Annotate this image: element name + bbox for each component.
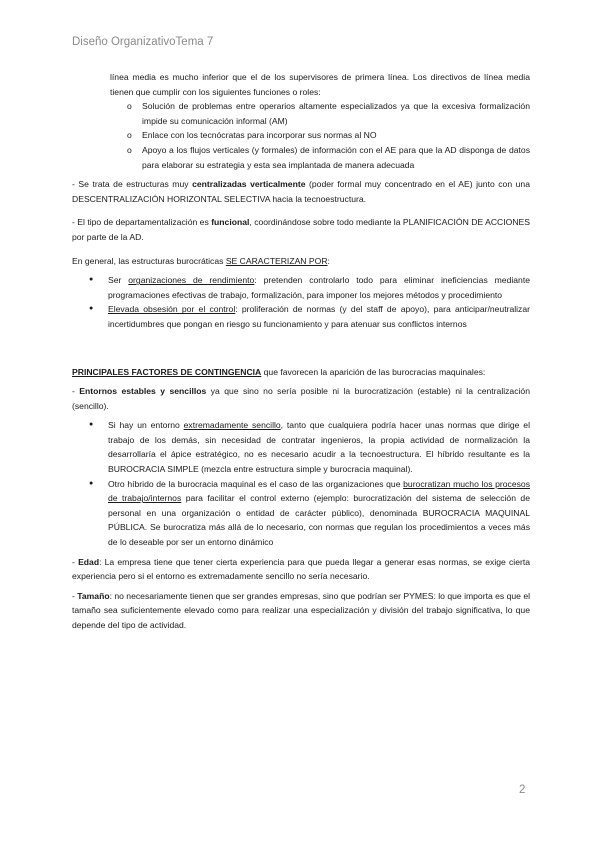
paragraph-departamentalizacion: - El tipo de departamentalización es funcional, coordinándose sobre todo mediante la PLANIFICACIÓN DE ACCIONES por parte de la AD. — [72, 217, 530, 242]
entornos-list — [72, 418, 530, 549]
paragraph-centralizadas: - Se trata de estructuras muy centralizadas verticalmente (poder formal muy concentrado en el AE) junto con una DESCENTRALIZACIÓN HORIZONTAL SELECTIVA hacia la tecnoestructura. — [72, 179, 530, 204]
list-item: o Apoyo a los flujos verticales (y formales) de información con el AE para que la AD disponga de datos para elaborar su estrategia y esta sea implantada de manera adecuada — [127, 144, 530, 170]
page-number: 2 — [519, 784, 526, 796]
list-item: ● Otro híbrido de la burocracia maquinal es el caso de las organizaciones que burocratizan mucho los procesos de trabajo/internos para facilitar el control externo (ejemplo: burocratización del sistema de selección de personal en una organización o entidad de carácter público), denominada BUROCRACIA MAQUINAL PÚBLICA. Se burocratiza más allá de lo necesario, con normas que regulan los procedimientos a veces más de lo deseable por ser un entorno dinámico — [89, 478, 530, 548]
paragraph-linea-media: línea media es mucho inferior que el de los supervisores de primera línea. Los directivos de línea media tienen que cumplir con los siguientes funciones o roles: — [110, 72, 530, 97]
disc-bullet-icon: ● — [89, 276, 94, 284]
paragraph-caracterizan: En general, las estructuras burocráticas SE CARACTERIZAN POR: — [72, 255, 330, 266]
disc-bullet-icon: ● — [89, 421, 94, 429]
section-heading-factores: PRINCIPALES FACTORES DE CONTINGENCIA que favorecen la aparición de las burocracias maquinales: — [72, 366, 486, 377]
circle-bullet-icon: o — [127, 130, 132, 141]
disc-bullet-icon: ● — [89, 305, 94, 313]
caracteristicas-list — [72, 273, 530, 331]
list-item: o Solución de problemas entre operarios altamente especializados ya que la excesiva formalización impide su comunicación informal (AM) — [127, 101, 530, 126]
disc-bullet-icon: ● — [89, 479, 94, 487]
roles-list — [72, 99, 530, 172]
paragraph-edad: - Edad: La empresa tiene que tener cierta experiencia para que pueda llegar a generar esas normas, se exige cierta experiencia pero si el entorno es extremadamente sencillo no sería necesario. — [72, 556, 531, 582]
circle-bullet-icon: o — [127, 101, 132, 112]
list-item: o Enlace con los tecnócratas para incorporar sus normas al NO — [72, 128, 530, 143]
list-item: ● Elevada obsesión por el control: proliferación de normas (y del staff de apoyo), para anticipar/neutralizar incertidumbres que pongan en riesgo su funcionamiento y para atenuar sus conflictos internos — [89, 304, 530, 329]
page-header: Diseño OrganizativoTema 7 — [72, 36, 214, 48]
list-item: ● Ser organizaciones de rendimiento: pretenden controlarlo todo para eliminar ineficiencias mediante programaciones efectivas de trabajo, formalización, para imponer los mejores métodos y procedimiento — [89, 275, 531, 300]
paragraph-entornos: - Entornos estables y sencillos ya que sino no sería posible ni la burocratización (estable) ni la centralización (sencillo). — [72, 386, 530, 411]
circle-bullet-icon: o — [127, 144, 132, 155]
list-item: ● Si hay un entorno extremadamente sencillo, tanto que cualquiera podría hacer unas normas que dirige el trabajo de los demás, sin necesidad de contratar ingenieros, la propia actividad de normalización la desarrollaría el ápice estratégico, no es necesario acudir a la tecnoestructura. El híbrido resultante es la BUROCRACIA SIMPLE (mezcla entre estructura simple y burocracia maquinal). — [89, 420, 530, 475]
paragraph-tamano: - Tamaño: no necesariamente tienen que ser grandes empresas, sino que podrían ser PYMES: lo que importa es que el tamaño sea suficientemente elevado como para realizar una especialización y división del trabajo significativa, lo que depende del tipo de actividad. — [72, 590, 531, 630]
document-body — [72, 70, 530, 633]
